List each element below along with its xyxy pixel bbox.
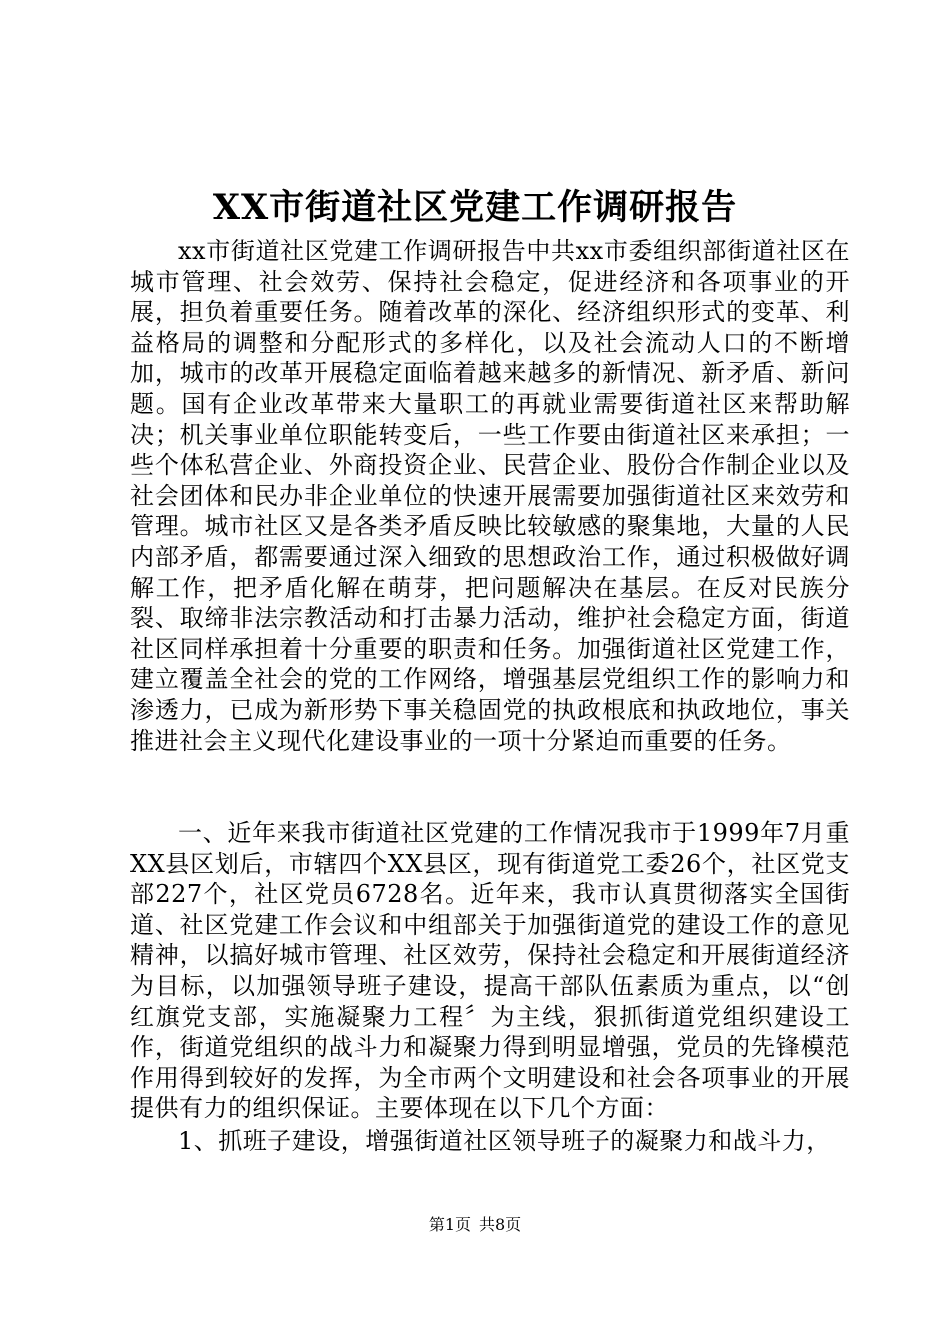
paragraph-intro: xx市街道社区党建工作调研报告中共xx市委组织部街道社区在城市管理、社会效劳、保持社会稳定，促进经济和各项事业的开展，担负着重要任务。随着改革的深化、经济组织形式的变革、利益格局的调整和分配形式的多样化，以及社会流动人口的不断增加，城市的改革开展稳定面临着越来越多的新情况、新矛盾、新问题。国有企业改革带来大量职工的再就业需要街道社区来帮助解决；机关事业单位职能转变后，一些工作要由街道社区来承担；一些个体私营企业、外商投资企业、民营企业、股份合作制企业以及社会团体和民办非企业单位的快速开展需要加强街道社区来效劳和管理。城市社区又是各类矛盾反映比较敏感的聚集地，大量的人民内部矛盾，都需要通过深入细致的思想政治工作，通过积极做好调解工作，把矛盾化解在萌芽，把问题解决在基层。在反对民族分裂、取缔非法宗教活动和打击暴力活动，维护社会稳定方面，街道社区同样承担着十分重要的职责和任务。加强街道社区党建工作，建立覆盖全社会的党的工作网络，增强基层党组织工作的影响力和渗透力，已成为新形势下事关稳固党的执政根底和执政地位，事关推进社会主义现代化建设事业的一项十分紧迫而重要的任务。: [130, 237, 850, 755]
page-total: 共8页: [479, 1215, 522, 1234]
paragraph-item-1: 1、抓班子建设，增强街道社区领导班子的凝聚力和战斗力，: [178, 1127, 831, 1155]
page-footer: [0, 1214, 950, 1236]
document-title: XX市街道社区党建工作调研报告: [212, 187, 738, 228]
paragraph-section-1: 一、近年来我市街道社区党建的工作情况我市于1999年7月重XX县区划后，市辖四个XX县区，现有街道党工委26个，社区党支部227个，社区党员6728名。近年来，我市认真贯彻落实全国街道、社区党建工作会议和中组部关于加强街道党的建设工作的意见精神，以搞好城市管理、社区效劳，保持社会稳定和开展街道经济为目标，以加强领导班子建设，提高干部队伍素质为重点，以“创红旗党支部，实施凝聚力工程〞为主线，狠抓街道党组织建设工作，街道党组织的战斗力和凝聚力得到明显增强，党员的先锋模范作用得到较好的发挥，为全市两个文明建设和社会各项事业的开展提供有力的组织保证。主要体现在以下几个方面：: [130, 819, 850, 1123]
page-number: 第1页: [428, 1215, 471, 1234]
